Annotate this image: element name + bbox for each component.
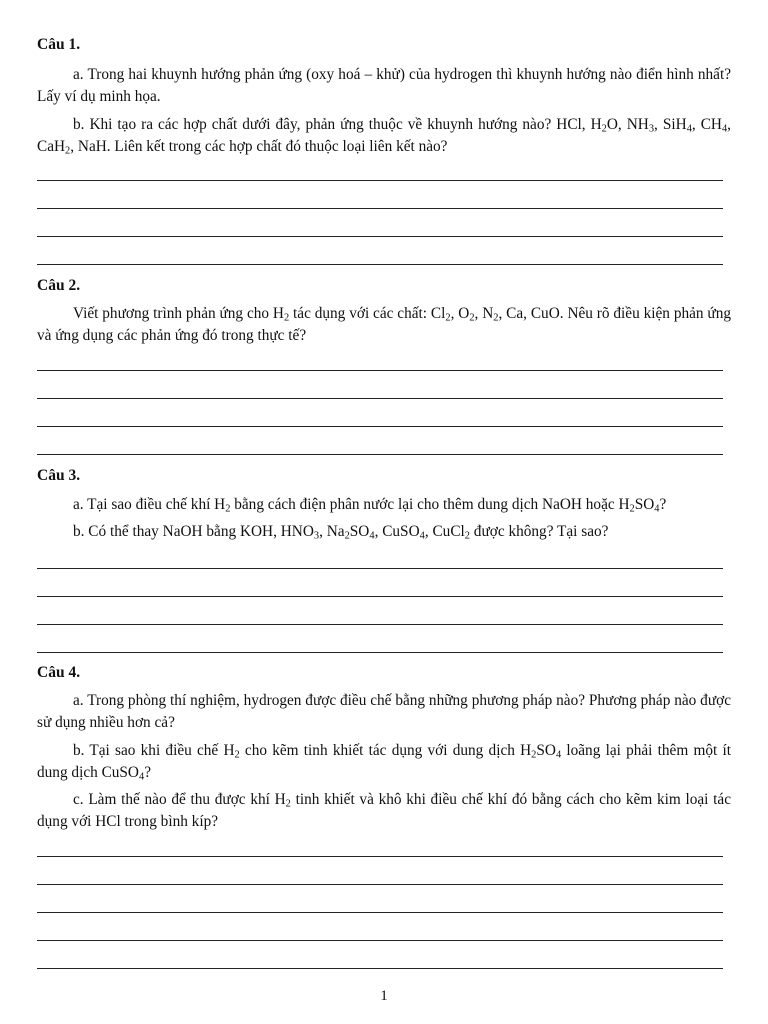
question-3-part-a: [37, 494, 731, 516]
text-segment: , CuCl: [424, 523, 465, 540]
subscript: 2: [531, 749, 537, 761]
text-segment: được không? Tại sao?: [469, 523, 609, 540]
question-1-part-b: [37, 114, 731, 157]
text-segment: tinh khiết và khô khi điều chế khí đó bằng cách cho kẽm kim loại tác dụng với HCl trong bình kíp?: [37, 791, 731, 830]
subscript: 2: [283, 312, 290, 324]
subscript: 2: [464, 530, 470, 542]
text-segment: bằng cách điện phân nước lại cho thêm dung dịch NaOH hoặc H: [230, 496, 630, 513]
answer-line[interactable]: [37, 236, 723, 237]
text-segment: , N: [474, 305, 494, 322]
subscript: 4: [555, 749, 562, 761]
answer-line[interactable]: [37, 370, 723, 371]
answer-line[interactable]: [37, 856, 723, 857]
subscript: 4: [686, 123, 692, 135]
answer-line[interactable]: [37, 652, 723, 653]
text-segment: O, NH: [606, 116, 649, 133]
subscript: 2: [493, 312, 499, 324]
text-segment: a. Trong hai khuynh hướng phản ứng (oxy hoá – khử) của hydrogen thì khuynh hướng nào điển hình nhất? Lấy ví dụ minh họa.: [37, 66, 731, 105]
text-segment: , SiH: [654, 116, 687, 133]
text-segment: b. Khi tạo ra các hợp chất dưới đây, phản ứng thuộc về khuynh hướng nào? HCl, H: [73, 116, 602, 133]
answer-line[interactable]: [37, 596, 723, 597]
text-segment: cho kẽm tinh khiết tác dụng với dung dịch H: [239, 742, 532, 759]
answer-line[interactable]: [37, 180, 723, 181]
subscript: 2: [234, 749, 240, 761]
subscript: 4: [138, 770, 145, 782]
subscript: 2: [285, 798, 291, 810]
subscript: 2: [65, 144, 71, 156]
question-3-part-b: [37, 521, 731, 543]
text-segment: , O: [450, 305, 470, 322]
answer-line[interactable]: [37, 454, 723, 455]
text-segment: ?: [659, 496, 667, 513]
subscript: 2: [344, 530, 350, 542]
text-segment: SO: [536, 742, 556, 759]
subscript: 4: [369, 530, 375, 542]
answer-line[interactable]: [37, 624, 723, 625]
question-4-part-c: [37, 789, 731, 832]
text-segment: tác dụng với các chất: Cl: [289, 305, 446, 322]
answer-line[interactable]: [37, 884, 723, 885]
text-segment: , CaH: [37, 116, 731, 155]
question-2-text: [37, 303, 731, 346]
answer-line[interactable]: [37, 398, 723, 399]
page-number: 1: [380, 988, 388, 1004]
question-2-title: Câu 2.: [37, 277, 81, 294]
subscript: 2: [629, 503, 635, 515]
text-segment: , CH: [691, 116, 722, 133]
text-segment: , CuSO: [374, 523, 420, 540]
subscript: 4: [419, 530, 425, 542]
subscript: 3: [648, 123, 655, 135]
subscript: 2: [445, 312, 451, 324]
answer-line[interactable]: [37, 426, 723, 427]
question-4-part-b: [37, 740, 731, 783]
question-1-title: Câu 1.: [37, 36, 81, 53]
subscript: 2: [225, 503, 231, 515]
text-segment: b. Tại sao khi điều chế H: [73, 742, 235, 759]
subscript: 4: [721, 123, 728, 135]
text-segment: a. Trong phòng thí nghiệm, hydrogen được điều chế bằng những phương pháp nào? Phương pháp nào được sử dụng nhiều hơn cả?: [37, 692, 731, 731]
subscript: 2: [601, 123, 607, 135]
answer-line[interactable]: [37, 940, 723, 941]
question-4-title: Câu 4.: [37, 664, 81, 681]
text-segment: , Na: [319, 523, 345, 540]
subscript: 3: [313, 530, 320, 542]
text-segment: , NaH. Liên kết trong các hợp chất đó thuộc loại liên kết nào?: [70, 137, 448, 155]
question-1-part-a: [37, 64, 731, 107]
text-segment: loãng lại phải thêm một ít dung dịch CuSO: [37, 742, 731, 781]
answer-line[interactable]: [37, 912, 723, 913]
question-3-title: Câu 3.: [37, 467, 81, 484]
answer-line[interactable]: [37, 568, 723, 569]
subscript: 2: [469, 312, 475, 324]
text-segment: c. Làm thế nào để thu được khí H: [73, 791, 286, 808]
text-segment: , Ca, CuO. Nêu rõ điều kiện phản ứng và ứng dụng các phản ứng đó trong thực tế?: [37, 305, 732, 344]
text-segment: b. Có thể thay NaOH bằng KOH, HNO: [73, 523, 314, 540]
text-segment: ?: [144, 763, 151, 781]
subscript: 4: [654, 503, 660, 515]
answer-line[interactable]: [37, 968, 723, 969]
question-4-part-a: [37, 690, 731, 733]
answer-line[interactable]: [37, 208, 723, 209]
text-segment: Viết phương trình phản ứng cho H: [73, 305, 284, 322]
text-segment: a. Tại sao điều chế khí H: [73, 496, 226, 513]
text-segment: SO: [349, 523, 370, 540]
answer-line[interactable]: [37, 264, 723, 265]
text-segment: SO: [634, 496, 655, 513]
